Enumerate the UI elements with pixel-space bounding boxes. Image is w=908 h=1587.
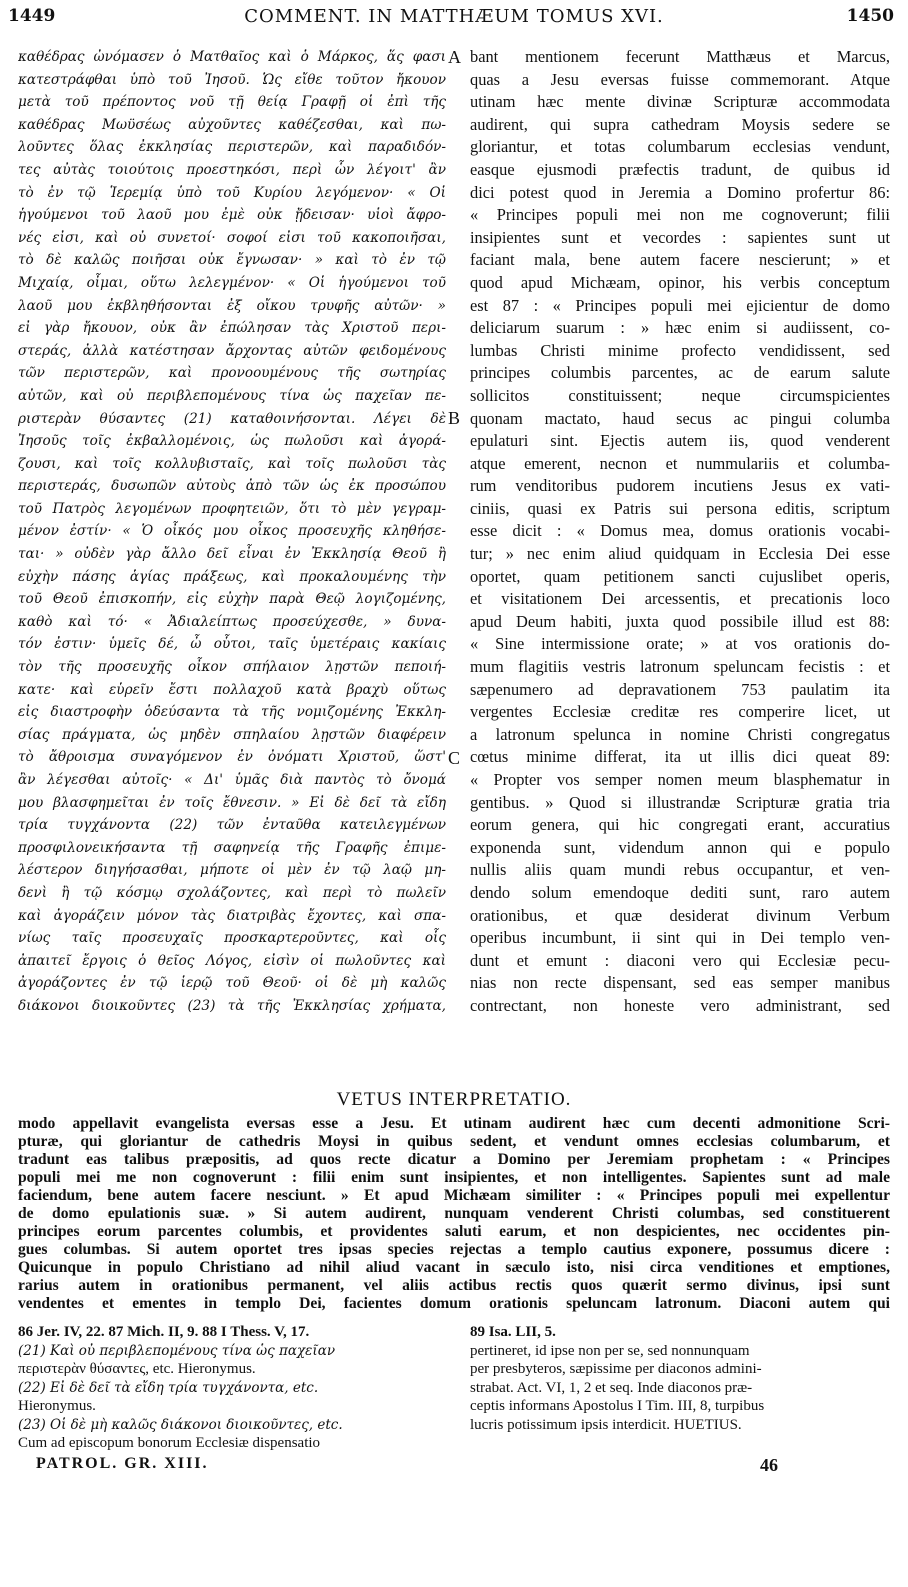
vetus-text-line: populi mei me non cognoverunt : filii enim sunt insipientes, et non intelligentes. Sapientes sunt ad male: [18, 1169, 890, 1186]
latin-column: [470, 46, 890, 1080]
greek-text-line: ριστερὰν θύσαντες (21) καταθοινήσονται. Λέγει δὲ: [18, 410, 446, 427]
greek-text-line: τόν ἐστιν· ὑμεῖς δέ, ὦ οὗτοι, ταῖς ὑμετέραις κακίαις: [18, 636, 446, 653]
margin-marker-b: B: [448, 408, 461, 428]
latin-text-line: principes columbis parcentes, ac de earum salute: [470, 363, 890, 383]
footnote-line: (23) Οἱ δὲ μὴ καλῶς διάκονοι διοικοῦντες, etc.: [18, 1416, 343, 1433]
vetus-text-line: de domo epulationis suæ. » Si autem audirent, nunquam venderent Christi columbas, sed constituerent: [18, 1205, 890, 1222]
latin-text-line: oportet, quam petitionem sancti cujuslibet operis,: [470, 566, 890, 586]
greek-column: [18, 46, 446, 1080]
greek-text-line: λέστερον διηγήσασθαι, μήποτε οἱ μὲν ἐν τῷ λαῷ μη-: [18, 862, 446, 879]
greek-text-line: καὶ ἀγοράζειν μόνον τὰς διατριβὰς ἔχοντες, καὶ σπα-: [18, 907, 446, 924]
margin-marker-a: A: [448, 47, 461, 67]
latin-text-line: dendo solum emendoque dediti sunt, raro autem: [470, 882, 890, 902]
footnote-line: (22) Εἰ δὲ δεῖ τὰ εἴδη τρία τυγχάνοντα, etc.: [18, 1379, 319, 1396]
latin-text-line: bant mentionem fecerunt Matthæus et Marcus,: [470, 47, 890, 66]
vetus-interpretatio-text: [18, 1115, 890, 1313]
latin-text-line: sæpenumero ad depravationem 753 paulatim ita: [470, 679, 890, 699]
latin-text-line: audirent, qui supra cathedram Moysis sedere se: [470, 114, 890, 134]
vetus-text-line: principes eorum parcentes columbis, et providentes saluti earum, et non despicientes, nec occidentes pin-: [18, 1223, 890, 1240]
latin-text-line: tur; » nec enim aliud quidquam in Ecclesia Dei esse: [470, 544, 890, 564]
latin-text-line: esse dicit : « Domus mea, domus orationis vocabi-: [470, 521, 890, 541]
latin-text-line: eorum genera, qui hic congregati erant, accuratius: [470, 815, 890, 835]
latin-text-line: epulaturi sint. Ejectis autem iis, quod venderent: [470, 431, 890, 451]
greek-text-line: τοῦ Πατρὸς λεγομένων προφητειῶν, ὅτι τὸ μὲν γεγραμ-: [18, 500, 446, 517]
greek-text-line: τοῦ Θεοῦ ἐπισκοπήν, εἰς εὐχὴν παρὰ Θεῷ λογιζομένης,: [18, 591, 446, 608]
vetus-text-line: tradunt eas talibus præpositis, ad quos recte dicatur a Domino per Jeremiam prophetam : « Principes: [18, 1151, 890, 1168]
latin-text-line: insipientes sunt et vecordes : sapientes sunt ut: [470, 227, 890, 247]
footnotes-right: [470, 1323, 890, 1434]
vetus-text-line: pturæ, qui gloriantur de cathedris Moysi in quibus sedent, et vendunt omnes ecclesias columbarum, et: [18, 1133, 890, 1150]
greek-text-line: σίας πράγματα, ὡς μηδὲν σπηλαίου λῃστῶν διαφέρειν: [18, 726, 446, 743]
greek-text-line: αὐτῶν, καὶ οὐ περιβλεπομένους τίνα ὡς παχεῖαν πε-: [18, 387, 446, 404]
greek-text-line: ται· » οὐδὲν γὰρ ἄλλο δεῖ εἶναι ἐν Ἐκκλησίᾳ Θεοῦ ἢ: [18, 546, 446, 563]
vetus-text-line: modo appellavit evangelista eversas esse a Jesu. Et utinam audirent hæc cum decenti admonitione Scri-: [18, 1115, 890, 1132]
greek-text-line: λαοῦ μου ἐκβληθήσονται ἐξ οἴκου τρυφῆς αὐτῶν· »: [18, 297, 446, 314]
latin-text-line: utinam hæc mente divinæ Scripturæ accommodata: [470, 92, 890, 112]
latin-text-line: « Propter vos semper nomen meum blasphematur in: [470, 770, 890, 789]
greek-text-line: κατε· καὶ εὑρεῖν ἔστι πολλαχοῦ κατὰ βραχὺ οὕτως: [18, 681, 446, 698]
greek-text-line: μετὰ τοῦ πρέποντος νοῦ τῇ θείᾳ Γραφῇ οἱ ἐπὶ τῆς: [18, 94, 446, 111]
latin-text-line: apud Deum habiti, juxta quod possibile illud est 88:: [470, 611, 890, 631]
footnote-line: 89 Isa. LII, 5.: [470, 1324, 556, 1340]
latin-text-line: faciant mala, bene autem facere nescierunt; » et: [470, 250, 890, 270]
greek-text-line: λοῦντες ὅλας ἐκκλησίας περιστερῶν, καὶ παραδιδόν-: [18, 139, 446, 156]
latin-text-line: dunt et emunt : diaconi vero qui Ecclesiæ pecu-: [470, 950, 890, 970]
latin-text-line: cœtus minime differat, ita ut illis dici queat 89:: [470, 747, 890, 767]
footnote-line: Cum ad episcopum bonorum Ecclesiæ dispensatio: [18, 1435, 321, 1451]
footnote-line: pertineret, id ipse non per se, sed nonnunquam: [470, 1342, 750, 1359]
latin-text-line: orationibus, et quæ desiderat divinum Verbum: [470, 905, 890, 925]
vetus-heading: VETUS INTERPRETATIO.: [336, 1089, 572, 1110]
greek-text-line: καθέδρας Μωϋσέως αὐχοῦντες καθέζεσθαι, καὶ πω-: [18, 116, 446, 133]
greek-text-line: Μιχαίᾳ, οἶμαι, οὕτω λελεγμένον· « Οἱ ἡγούμενοι τοῦ: [18, 274, 446, 291]
greek-text-line: στεράς, ἀλλὰ κατέστησαν ἄρχοντας αὐτῶν φειδομένους: [18, 342, 446, 359]
latin-text-line: exponenda sunt, videndum annon qui e populo: [470, 837, 890, 857]
patrologia-signature: PATROL. GR. XIII.: [36, 1455, 209, 1472]
greek-text-line: τες αὐτὰς τοιούτοις προεστηκόσι, περὶ ὧν λέγοιτ' ἂν: [18, 161, 446, 178]
footnote-line: per presbyteros, sæpissime per diaconos admini-: [470, 1361, 762, 1377]
latin-text-line: gentibus. » Quod si illustrandæ Scripturæ gratia tria: [470, 792, 890, 812]
greek-text-line: τῶν περιστερῶν, καὶ προνοουμένους τῆς σωτηρίας: [18, 365, 446, 382]
greek-text-line: προσφιλονεικήσαντα τῇ σαφηνείᾳ τῆς Γραφῆς ἐπιμε-: [18, 839, 446, 856]
footnote-line: (21) Καὶ οὐ περιβλεπομένους τίνα ὡς παχεῖαν: [18, 1342, 336, 1359]
greek-text-line: ἂν λέγεσθαι αὐτοῖς· « Δι' ὑμᾶς διὰ παντὸς τὸ ὄνομά: [18, 772, 446, 788]
vetus-text-line: faciendum, bene autem facere nesciunt. » Et apud Michæam similiter : « Principes populi mei expellentur: [18, 1187, 890, 1204]
latin-text-line: quonam mactato, haud secus ac pingui columba: [470, 408, 890, 428]
greek-text-line: εἰς διαστροφὴν ὁδεύσαντα τὰ τῆς νομιζομένης Ἐκκλη-: [18, 704, 446, 721]
greek-text-line: καθέδρας ὠνόμασεν ὁ Ματθαῖος καὶ ὁ Μάρκος, ἅς φασι: [18, 49, 446, 65]
greek-text-line: ἀγοράζοντες ἐν τῷ ἱερῷ τοῦ Θεοῦ· οἱ δὲ μὴ καλῶς: [18, 975, 446, 992]
latin-text-line: quod apud Michæam, opinor, his verbis conceptum: [470, 272, 890, 292]
footnote-line: περιστερὰν θύσαντες, etc. Hieronymus.: [18, 1361, 256, 1377]
greek-text-line: τὸ ἐν τῷ Ἱερεμίᾳ ὑπὸ τοῦ Κυρίου λεγόμενον· « Οἱ: [18, 184, 446, 201]
greek-text-line: περιστεράς, δυσωπῶν αὐτοὺς ἀπὸ τῶν ὡς ἐκ προσώπου: [18, 478, 446, 495]
latin-text-line: gloriantur, et totas columbarum ecclesias vendunt,: [470, 137, 890, 157]
latin-text-line: « Principes populi mei non me cognoverunt; filii: [470, 205, 890, 225]
greek-text-line: κατεστράφθαι ὑπὸ τοῦ Ἰησοῦ. Ὡς εἴθε τοῦτον ἤκουον: [18, 71, 446, 88]
footnote-line: 86 Jer. IV, 22. 87 Mich. II, 9. 88 I Thess. V, 17.: [18, 1324, 310, 1340]
vetus-text-line: gues columbas. Si autem oportet tres ipsas species rejectas a templo cautius exponere, possumus dicere :: [18, 1241, 890, 1258]
latin-text-line: lumbas Christi minime profecto vendidissent, sed: [470, 340, 890, 360]
latin-text-line: contrectant, non honeste vero administrant, sed: [470, 995, 890, 1015]
margin-marker-c: C: [448, 748, 461, 768]
latin-text-line: easque ejusmodi præfectis tradunt, de quibus id: [470, 159, 890, 179]
greek-text-line: διάκονοι διοικοῦντες (23) τὰ τῆς Ἐκκλησίας χρήματα,: [18, 997, 446, 1014]
latin-text-line: dici potest quod in Jeremia a Domino profertur 86:: [470, 182, 890, 202]
latin-text-line: vergentes Ecclesiæ creditæ res comperire licet, ut: [470, 702, 890, 722]
latin-text-line: « Sine intermissione orate; » at vos orationis do-: [470, 634, 890, 654]
latin-text-line: nullis aliis quam mundi rebus occupantur, et ven-: [470, 860, 890, 880]
page-number-left: 1449: [8, 6, 56, 26]
latin-text-line: nias non recte dispensant, sed eas semper manibus: [470, 973, 890, 993]
latin-text-line: rum venditoribus pudorem incutiens Jesus ex vati-: [470, 476, 890, 496]
latin-text-line: mum flagitiis vestris latronum speluncam fecistis : et: [470, 657, 890, 677]
latin-text-line: atque emerent, necnon et nummulariis et columba-: [470, 453, 890, 473]
greek-text-line: τρία τυγχάνοντα (22) τῶν ἐνταῦθα κατειλεγμένων: [18, 817, 446, 834]
footnote-line: lucris potissimum ipsis interdicit. HUETIUS.: [470, 1416, 742, 1433]
page-header: [0, 6, 908, 32]
greek-text-line: μου βλασφημεῖται ἐν τοῖς ἔθνεσιν. » Εἰ δὲ δεῖ τὰ εἴδη: [18, 794, 446, 811]
latin-text-line: ciniis, quasi ex Patris sui persona editis, scriptum: [470, 498, 890, 518]
latin-text-line: et visitationem Dei arcessentis, et precationis loco: [470, 589, 890, 609]
vetus-text-line: Quicunque in populo Christiano ad nihil aliud vacant in sæculo isto, nisi circa venditiones et emptiones,: [18, 1259, 890, 1276]
latin-text-line: est 87 : « Principes populi mei ejicientur de domo: [470, 295, 890, 315]
footnote-line: ceptis informans Apostolus I Tim. III, 8, turpibus: [470, 1398, 765, 1414]
footnote-line: Hieronymus.: [18, 1398, 96, 1414]
greek-text-line: ζουσι, καὶ τοῖς κολλυβισταῖς, καὶ τοῖς πωλοῦσι τὰς: [18, 455, 446, 472]
greek-text-line: Ἰησοῦς τοῖς ἐκβαλλομένοις, ὡς πωλοῦσι καὶ ἀγορά-: [18, 433, 446, 450]
greek-text-line: εἰ γὰρ ἤκουον, οὐκ ἂν ἐπώλησαν τὰς Χριστοῦ περι-: [18, 320, 446, 337]
greek-text-line: νές εἰσι, καὶ οὐ συνετοί· σοφοί εἰσι τοῦ κακοποιῆσαι,: [18, 229, 446, 246]
greek-text-line: τὸ ἄθροισμα συναγόμενον ἐν ὀνόματι Χριστοῦ, ὥστ': [18, 749, 446, 766]
page-number-right: 1450: [846, 6, 894, 26]
vetus-text-line: vendentes et ementes in templo Dei, facientes domum orationis speluncam latronum. Diaconi autem qui: [18, 1295, 890, 1312]
latin-text-line: deliciarum suarum : » hæc enim si audiissent, co-: [470, 318, 890, 338]
footnote-line: strabat. Act. VI, 1, 2 et seq. Inde diaconos præ-: [470, 1379, 753, 1396]
greek-text-line: νίως ταῖς προσευχαῖς προσκαρτεροῦντες, καὶ οἷς: [18, 930, 446, 947]
latin-text-line: quas a Jesu eversas fuisse commemorant. Atque: [470, 69, 890, 89]
greek-text-line: μένον ἐστίν· « Ὁ οἶκός μου οἶκος προσευχῆς κληθήσε-: [18, 523, 446, 540]
gathering-signature: 46: [760, 1455, 778, 1475]
greek-text-line: καθὸ καὶ τό· « Ἀδιαλείπτως προσεύχεσθε, » δυνα-: [18, 613, 446, 630]
greek-text-line: δενὶ ἢ τῷ κόσμῳ σχολάζοντες, καὶ περὶ τὸ πωλεῖν: [18, 884, 446, 901]
running-title: COMMENT. IN MATTHÆUM TOMUS XVI.: [244, 6, 664, 27]
latin-text-line: sollicitos constituissent; neque circumspicientes: [470, 385, 890, 405]
greek-text-line: τὸ δὲ καλῶς ποιῆσαι οὐκ ἔγνωσαν· » καὶ τὸ ἐν τῷ: [18, 252, 446, 269]
greek-text-line: ἡγούμενοι τοῦ λαοῦ μου ἐμὲ οὐκ ᾔδεισαν· υἱοὶ ἄφρο-: [18, 207, 446, 224]
vetus-text-line: rarius autem in orationibus permanent, vel aliis actibus rectis quos quærit sermo divinus, ipsi sunt: [18, 1277, 890, 1294]
greek-text-line: εὐχὴν πάσης ἁγίας πράξεως, καὶ προκαλουμένης τὴν: [18, 568, 446, 585]
latin-text-line: operibus incumbunt, ii sint qui in Dei templo ven-: [470, 928, 890, 948]
footnotes-left: [18, 1323, 450, 1453]
latin-text-line: a latronum spelunca in nomine Christi congregatus: [470, 724, 890, 744]
greek-text-line: τὸν τῆς προσευχῆς οἶκον σπήλαιον λῃστῶν πεποιή-: [18, 659, 446, 676]
greek-text-line: ἀπαιτεῖ ἔργοις ὁ θεῖος Λόγος, εἰσὶν οἱ πωλοῦντες καὶ: [18, 952, 446, 969]
